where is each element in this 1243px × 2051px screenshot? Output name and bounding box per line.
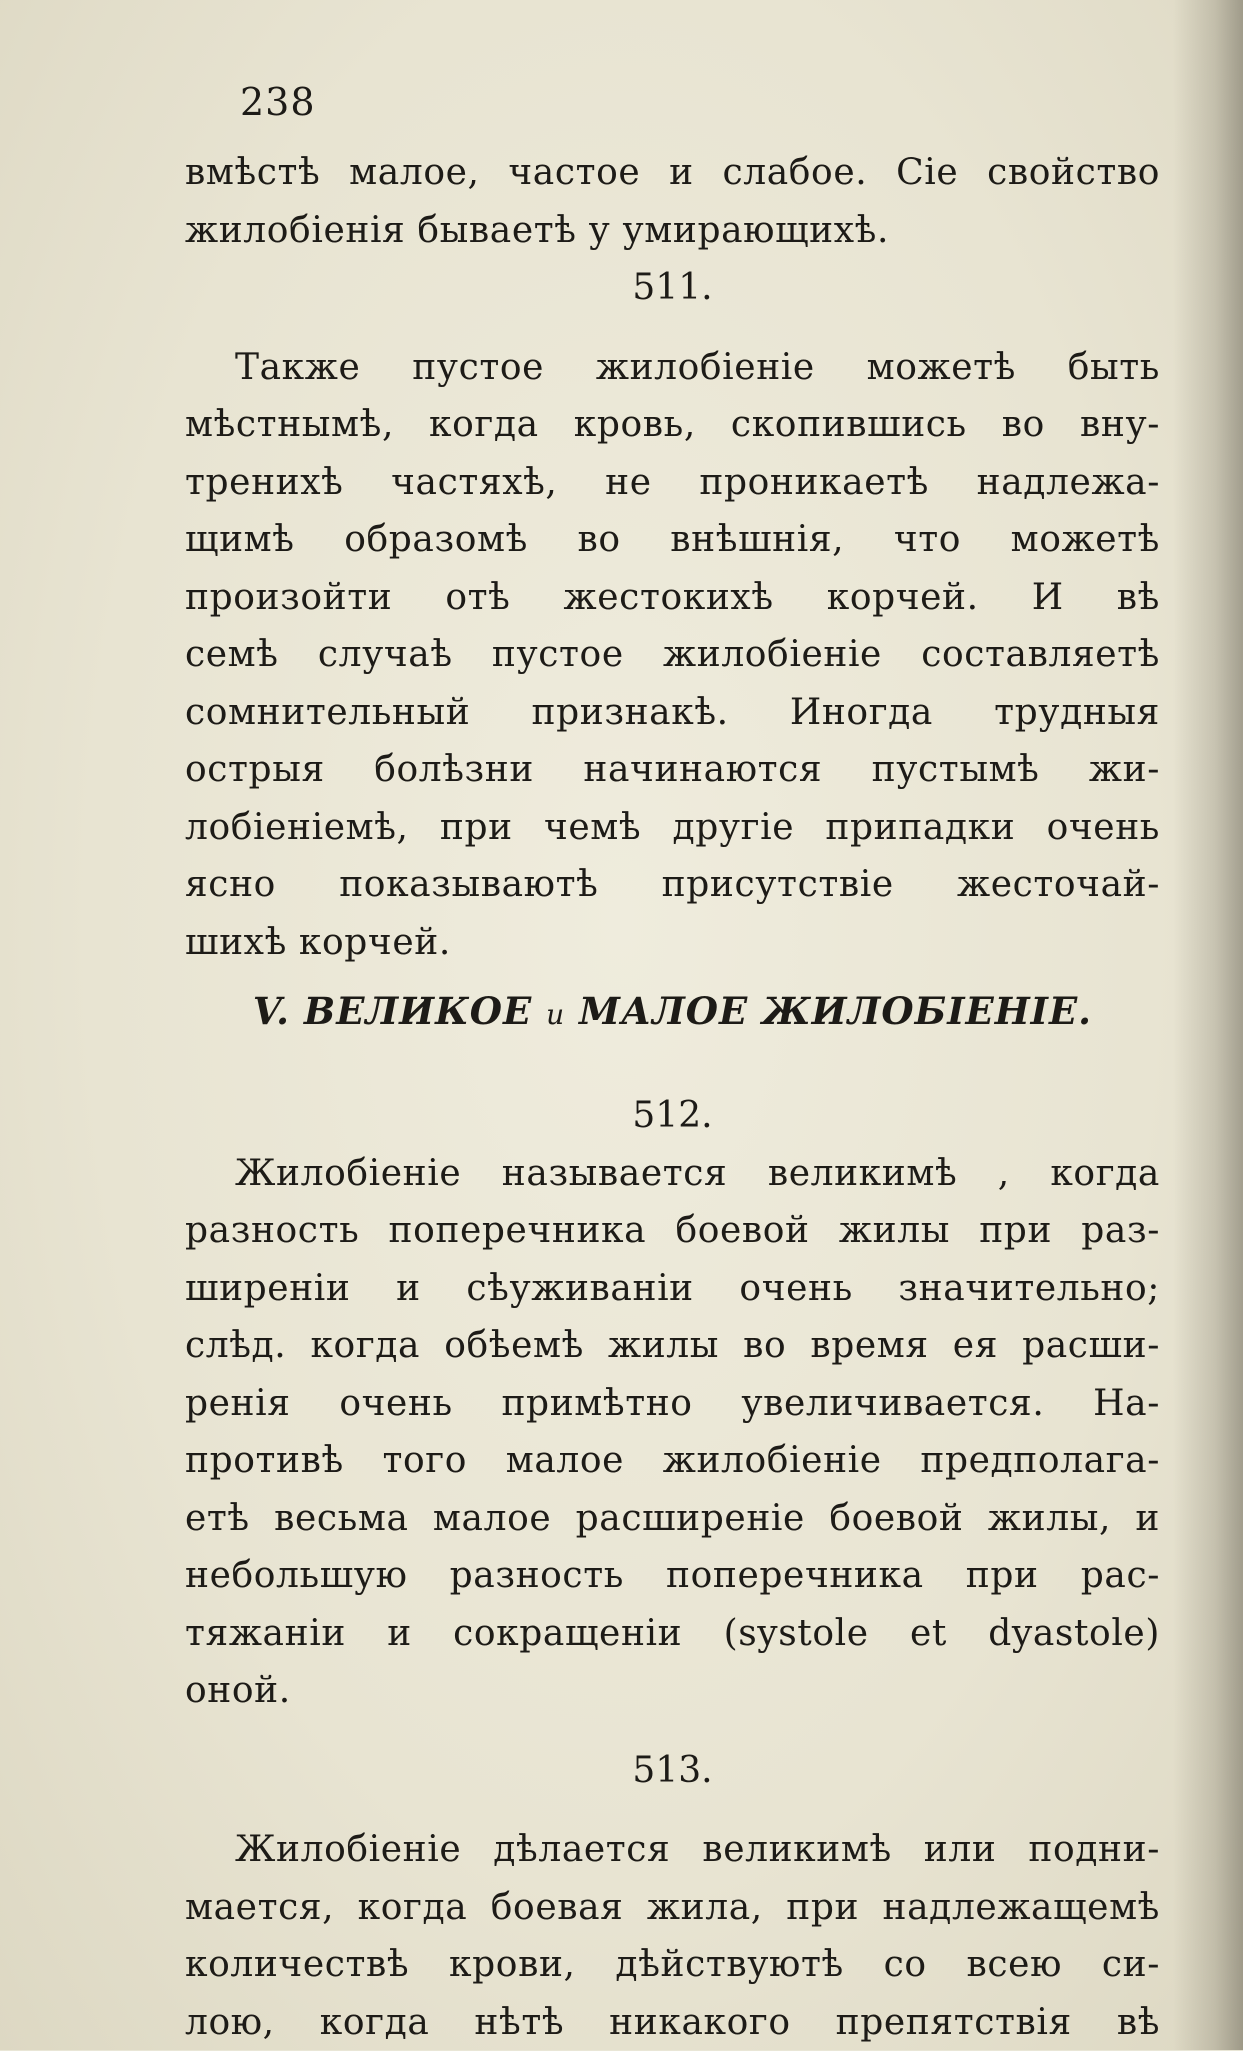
text-line: противѣ того малое жилобіеніе предполага- [185, 1432, 1160, 1490]
text-line: слѣд. когда обѣемѣ жилы во время ея расши- [185, 1317, 1160, 1375]
text-line: Также пустое жилобіеніе можетѣ быть [185, 339, 1160, 397]
text-line: шихѣ корчей. [185, 914, 1160, 972]
text-line: количествѣ крови, дѣйствуютѣ со всею си- [185, 1936, 1160, 1994]
text-line: произойти отѣ жестокихѣ корчей. И вѣ [185, 569, 1160, 627]
text-line: острыя болѣзни начинаются пустымѣ жи- [185, 741, 1160, 799]
text-line: оной. [185, 1662, 1160, 1720]
text-line: ясно показываютѣ присутствіе жесточай- [185, 856, 1160, 914]
text-line: семѣ случаѣ пустое жилобіеніе составляетѣ [185, 626, 1160, 684]
text-line: тренихѣ частяхѣ, не проникаетѣ надлежа- [185, 454, 1160, 512]
text-line: ширеніи и сѣуживаніи очень значительно; [185, 1260, 1160, 1318]
text-line: разность поперечника боевой жилы при раз- [185, 1202, 1160, 1260]
section-heading [185, 971, 1160, 1051]
page-text [185, 144, 1160, 2051]
section-number-512: 512. [185, 1087, 1160, 1145]
binding-shadow [1173, 0, 1243, 2050]
text-line: вмѣстѣ малое, частое и слабое. Сіе свойство [185, 144, 1160, 202]
text-line: етѣ весьма малое расширеніе боевой жилы, и [185, 1490, 1160, 1548]
text-line: Жилобіеніе дѣлается великимѣ или подни- [185, 1821, 1160, 1879]
section-number-511: 511. [185, 259, 1160, 317]
text-line: жилобіенія бываетѣ у умирающихѣ. [185, 202, 1160, 260]
text-line: мѣстнымѣ, когда кровь, скопившись во вну- [185, 396, 1160, 454]
text-line: небольшую разность поперечника при рас- [185, 1547, 1160, 1605]
heading-part-1: V. ВЕЛИКОЕ [253, 989, 532, 1033]
heading-conjunction: и [546, 998, 565, 1031]
text-line: Жилобіеніе называется великимѣ , когда [185, 1145, 1160, 1203]
heading-part-2: МАЛОЕ ЖИЛОБІЕНІЕ. [579, 989, 1092, 1033]
text-line: ренія очень примѣтно увеличивается. На- [185, 1375, 1160, 1433]
text-line: тяжаніи и сокращеніи (systole et dyastole) [185, 1605, 1160, 1663]
text-line: мается, когда боевая жила, при надлежащемѣ [185, 1879, 1160, 1937]
text-line: щимѣ образомѣ во внѣшнія, что можетѣ [185, 511, 1160, 569]
text-line: лобіеніемѣ, при чемѣ другіе припадки очень [185, 799, 1160, 857]
page-number: 238 [240, 80, 316, 124]
text-line: лою, когда нѣтѣ никакого препятствія вѣ [185, 1994, 1160, 2051]
section-number-513: 513. [185, 1742, 1160, 1800]
text-line: сомнительный признакѣ. Иногда трудныя [185, 684, 1160, 742]
